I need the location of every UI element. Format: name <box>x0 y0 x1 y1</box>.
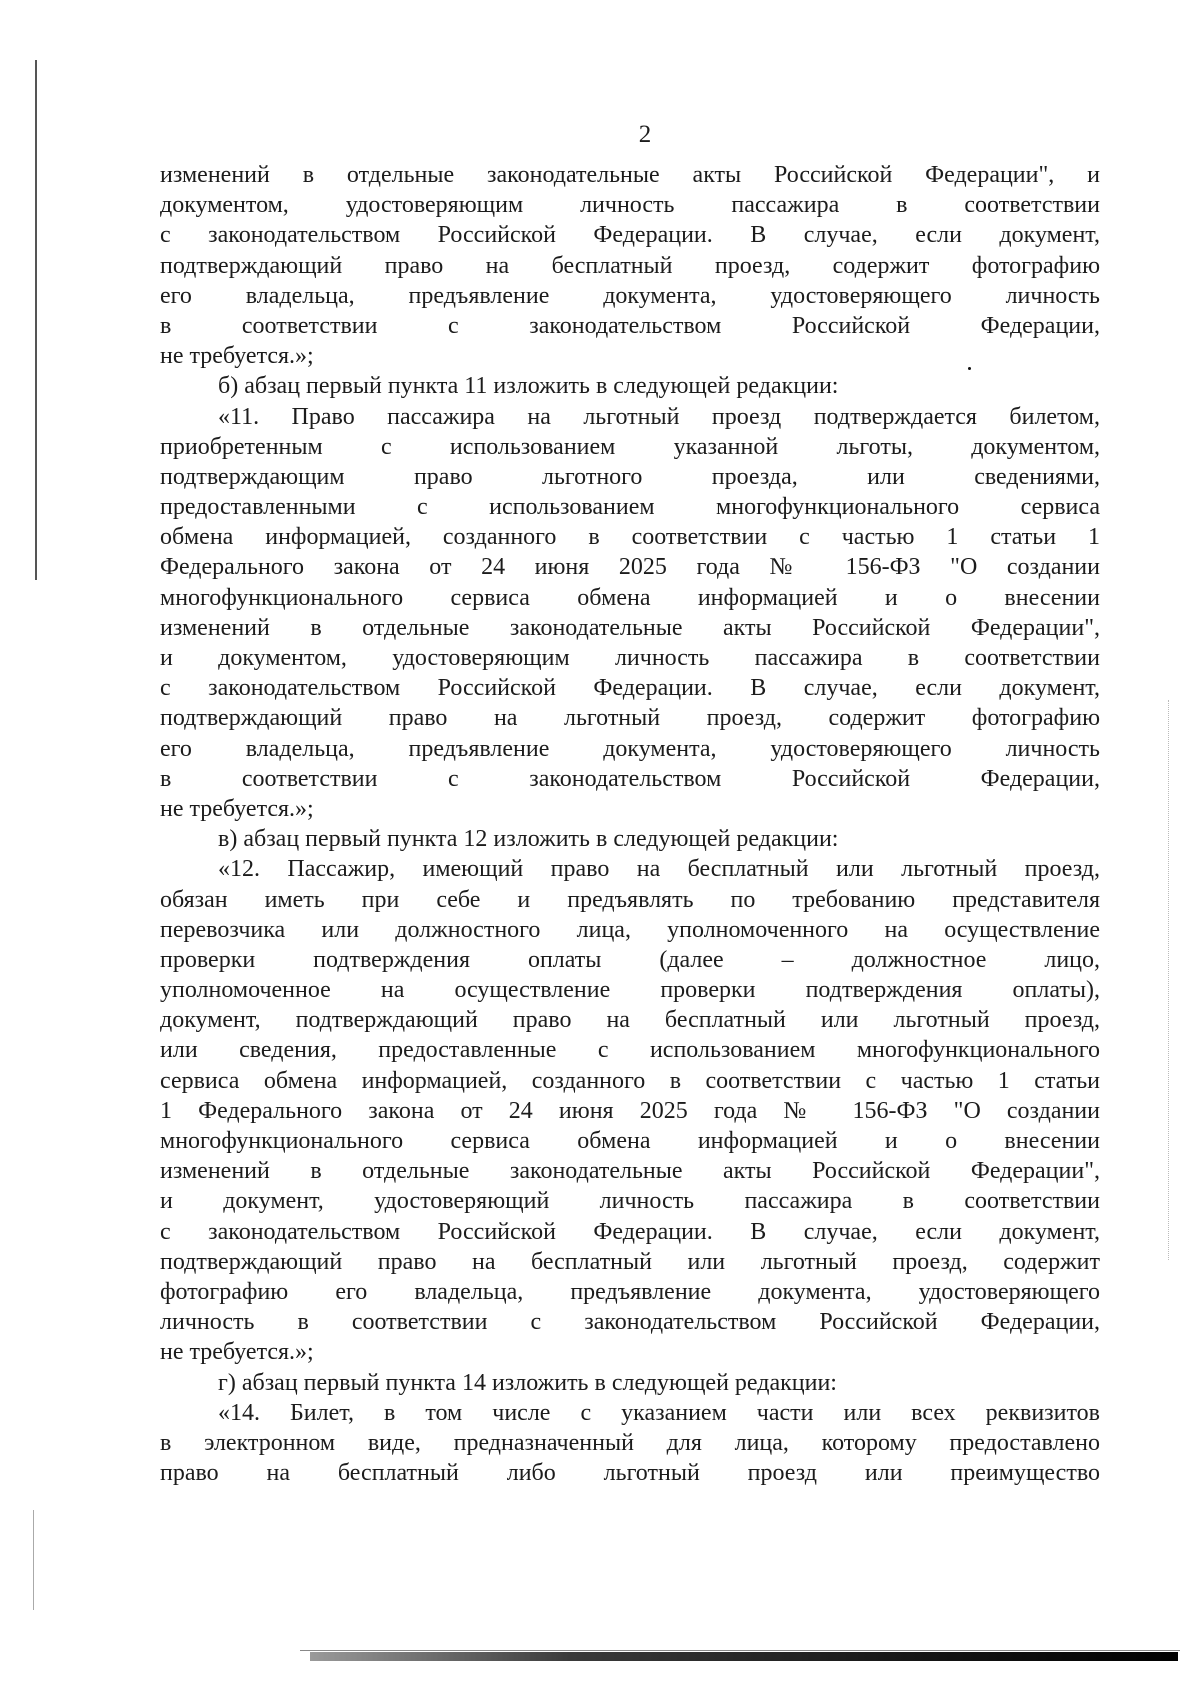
text-line: его владельца, предъявление документа, удостоверяющего личность <box>160 282 1100 309</box>
scan-bottom-edge <box>300 1650 1180 1651</box>
scan-margin-dots <box>1168 700 1170 1260</box>
text-line: подтверждающий право на льготный проезд, содержит фотографию <box>160 705 1100 732</box>
scan-bottom-edge <box>310 1652 1178 1661</box>
text-line: обмена информацией, созданного в соответствии с частью 1 статьи 1 <box>160 524 1100 551</box>
text-line: изменений в отдельные законодательные акты Российской Федерации", <box>160 614 1100 641</box>
text-line: изменений в отдельные законодательные акты Российской Федерации", <box>160 1158 1100 1185</box>
text-line: право на бесплатный либо льготный проезд или преимущество <box>160 1460 1100 1487</box>
page-number: 2 <box>638 121 652 148</box>
text-line: 1 Федерального закона от 24 июня 2025 года № 156-ФЗ "О создании <box>160 1097 1100 1124</box>
text-line: документом, удостоверяющим личность пассажира в соответствии <box>160 192 1100 219</box>
text-line: и документ, удостоверяющий личность пассажира в соответствии <box>160 1188 1100 1215</box>
text-line: с законодательством Российской Федерации. В случае, если документ, <box>160 222 1100 249</box>
text-line: «12. Пассажир, имеющий право на бесплатный или льготный проезд, <box>218 856 1100 883</box>
text-line: «14. Билет, в том числе с указанием части или всех реквизитов <box>218 1399 1100 1426</box>
text-line: в соответствии с законодательством Российской Федерации, <box>160 765 1100 792</box>
text-line: обязан иметь при себе и предъявлять по требованию представителя <box>160 886 1100 913</box>
text-line: или сведения, предоставленные с использованием многофункционального <box>160 1037 1100 1064</box>
document-body <box>160 160 1100 1488</box>
text-line: личность в соответствии с законодательством Российской Федерации, <box>160 1309 1100 1336</box>
text-line: сервиса обмена информацией, созданного в соответствии с частью 1 статьи <box>160 1067 1100 1094</box>
text-line: в электронном виде, предназначенный для лица, которому предоставлено <box>160 1429 1100 1456</box>
text-line: многофункционального сервиса обмена информацией и о внесении <box>160 1128 1100 1154</box>
text-line: уполномоченное на осуществление проверки подтверждения оплаты), <box>160 977 1100 1004</box>
text-line: не требуется.»; <box>160 795 314 822</box>
text-line: документ, подтверждающий право на бесплатный или льготный проезд, <box>160 1007 1100 1034</box>
text-line: фотографию его владельца, предъявление документа, удостоверяющего <box>160 1278 1100 1305</box>
scan-margin-line <box>33 1510 34 1610</box>
text-line: г) абзац первый пункта 14 изложить в следующей редакции: <box>218 1369 837 1396</box>
text-line: в соответствии с законодательством Российской Федерации, <box>160 312 1100 339</box>
text-line: не требуется.»; <box>160 1339 314 1366</box>
text-line: многофункционального сервиса обмена информацией и о внесении <box>160 584 1100 611</box>
text-line: проверки подтверждения оплаты (далее – должностное лицо, <box>160 946 1100 973</box>
text-line: с законодательством Российской Федерации. В случае, если документ, <box>160 1218 1100 1245</box>
text-line: б) абзац первый пункта 11 изложить в следующей редакции: <box>218 373 839 400</box>
text-line: перевозчика или должностного лица, уполномоченного на осуществление <box>160 916 1100 943</box>
text-line: его владельца, предъявление документа, удостоверяющего личность <box>160 735 1100 762</box>
text-line: подтверждающим право льготного проезда, или сведениями, <box>160 463 1100 490</box>
text-line: подтверждающий право на бесплатный проезд, содержит фотографию <box>160 252 1100 279</box>
text-line: предоставленными с использованием многофункционального сервиса <box>160 494 1100 521</box>
text-line: «11. Право пассажира на льготный проезд подтверждается билетом, <box>218 403 1100 430</box>
text-line: Федерального закона от 24 июня 2025 года № 156-ФЗ "О создании <box>160 554 1100 581</box>
text-line: приобретенным с использованием указанной льготы, документом, <box>160 433 1100 460</box>
text-line: не требуется.»; <box>160 343 314 370</box>
text-line: и документом, удостоверяющим личность пассажира в соответствии <box>160 645 1100 671</box>
text-line: подтверждающий право на бесплатный или льготный проезд, содержит <box>160 1248 1100 1275</box>
text-line: с законодательством Российской Федерации. В случае, если документ, <box>160 675 1100 702</box>
text-line: в) абзац первый пункта 12 изложить в следующей редакции: <box>218 826 839 853</box>
text-line: изменений в отдельные законодательные акты Российской Федерации", и <box>160 162 1100 188</box>
